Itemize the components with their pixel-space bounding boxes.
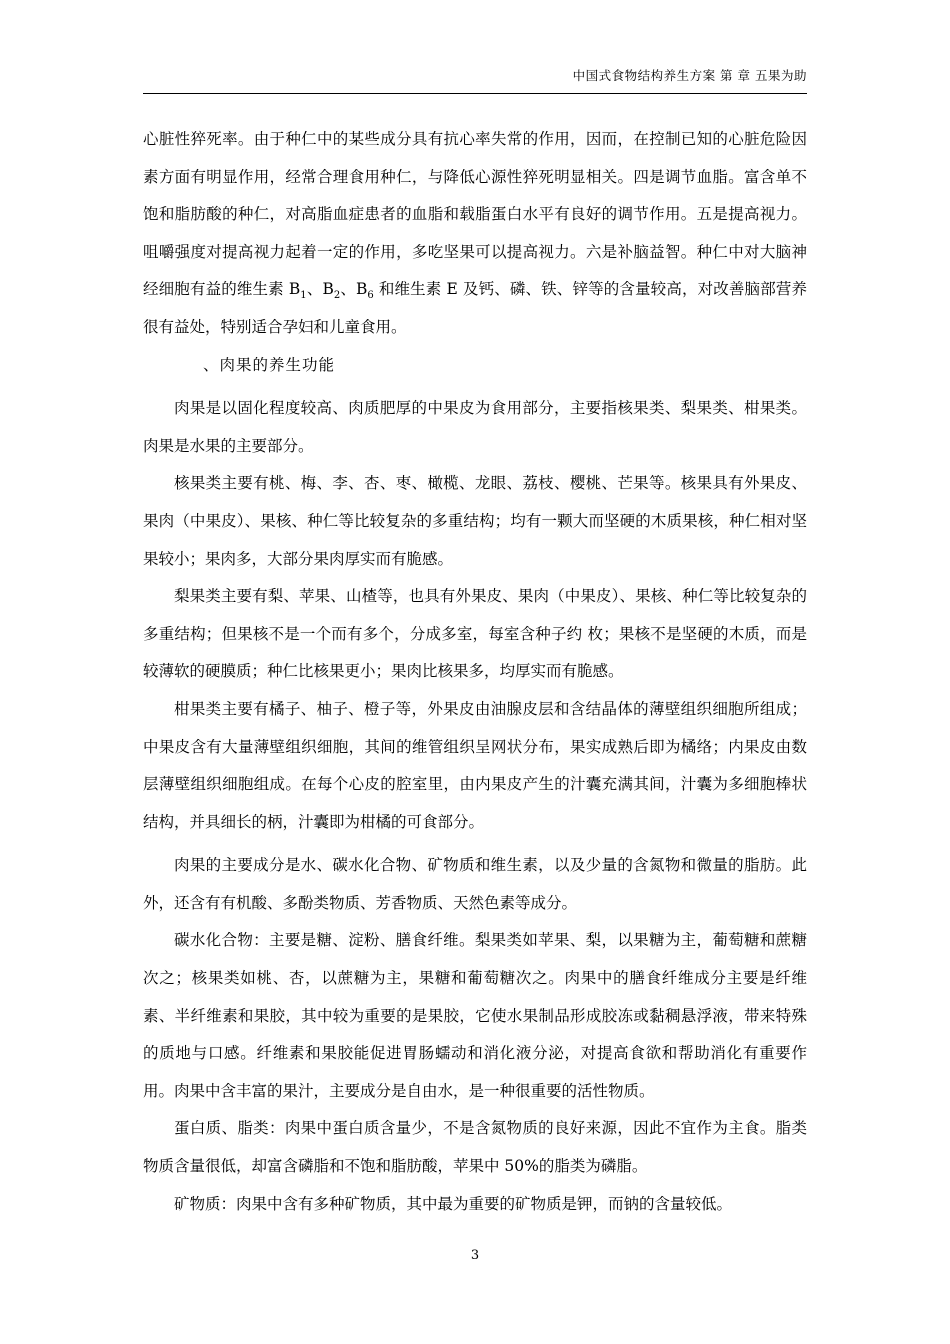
page-number: 3 bbox=[470, 1248, 480, 1263]
paragraph-1: 心脏性猝死率。由于种仁中的某些成分具有抗心率失常的作用，因而，在控制已知的心脏危险因素方面有明显作用，经常合理食用种仁，与降低心源性猝死明显相关。四是调节血脂。富含单不饱和脂肪酸的种仁，对高脂血症患者的血脂和载脂蛋白水平有良好的调节作用。五是提高视力。咀嚼强度对提高视力起着一定的作用，多吃坚果可以提高视力。六是补脑益智。种仁中对大脑神经细胞有益的维生素 $B_1$、$B_2$、$B_6$ 和维生素 E 及钙、磷、铁、锌等的含量较高，对改善脑部营养很有益处，特别适合孕妇和儿童食用。 bbox=[143, 130, 807, 336]
paragraph-5: 柑果类主要有橘子、柚子、橙子等，外果皮由油腺皮层和含结晶体的薄壁组织细胞所组成；中果皮含有大量薄壁组织细胞，其间的维管组织呈网状分布，果实成熟后即为橘络；内果皮由数层薄壁组织细胞组成。在每个心皮的腔室里，由内果皮产生的汁囊充满其间，汁囊为多细胞棒状结构，并具细长的柄，汁囊即为柑橘的可食部分。 bbox=[143, 699, 807, 831]
paragraph-8: 蛋白质、脂类：肉果中蛋白质含量少，不是含氮物质的良好来源，因此不宜作为主食。脂类物质含量很低，却富含磷脂和不饱和脂肪酸，苹果中 50%的脂类为磷脂。 bbox=[143, 1119, 807, 1176]
paragraph-9: 矿物质：肉果中含有多种矿物质，其中最为重要的矿物质是钾，而钠的含量较低。 bbox=[174, 1194, 733, 1213]
running-header: 中国式食物结构养生方案 第 章 五果为助 bbox=[572, 68, 807, 83]
paragraph-6: 肉果的主要成分是水、碳水化合物、矿物质和维生素，以及少量的含氮物和微量的脂肪。此外，还含有有机酸、多酚类物质、芳香物质、天然色素等成分。 bbox=[143, 856, 807, 912]
paragraph-2: 肉果是以固化程度较高、肉质肥厚的中果皮为食用部分，主要指核果类、梨果类、柑果类。肉果是水果的主要部分。 bbox=[143, 399, 807, 455]
section-heading: 、肉果的养生功能 bbox=[203, 355, 336, 374]
paragraph-4: 梨果类主要有梨、苹果、山楂等，也具有外果皮、果肉（中果皮）、果核、种仁等比较复杂的多重结构；但果核不是一个而有多个，分成多室，每室含种子约 枚；果核不是坚硬的木质，而是较薄软的硬膜质；种仁比核果更小；果肉比核果多，均厚实而有脆感。 bbox=[143, 587, 807, 681]
paragraph-3: 核果类主要有桃、梅、李、杏、枣、橄榄、龙眼、荔枝、樱桃、芒果等。核果具有外果皮、果肉（中果皮）、果核、种仁等比较复杂的多重结构；均有一颗大而坚硬的木质果核，种仁相对坚果较小；果肉多，大部分果肉厚实而有脆感。 bbox=[143, 474, 807, 568]
paragraph-7: 碳水化合物：主要是糖、淀粉、膳食纤维。梨果类如苹果、梨，以果糖为主，葡萄糖和蔗糖次之；核果类如桃、杏，以蔗糖为主，果糖和葡萄糖次之。肉果中的膳食纤维成分主要是纤维素、半纤维素和果胶，其中较为重要的是果胶，它使水果制品形成胶冻或黏稠悬浮液，带来特殊的质地与口感。纤维素和果胶能促进胃肠蠕动和消化液分泌，对提高食欲和帮助消化有重要作用。肉果中含丰富的果汁，主要成分是自由水，是一种很重要的活性物质。 bbox=[143, 931, 807, 1100]
header-rule bbox=[143, 93, 807, 94]
body-text bbox=[143, 121, 807, 1223]
